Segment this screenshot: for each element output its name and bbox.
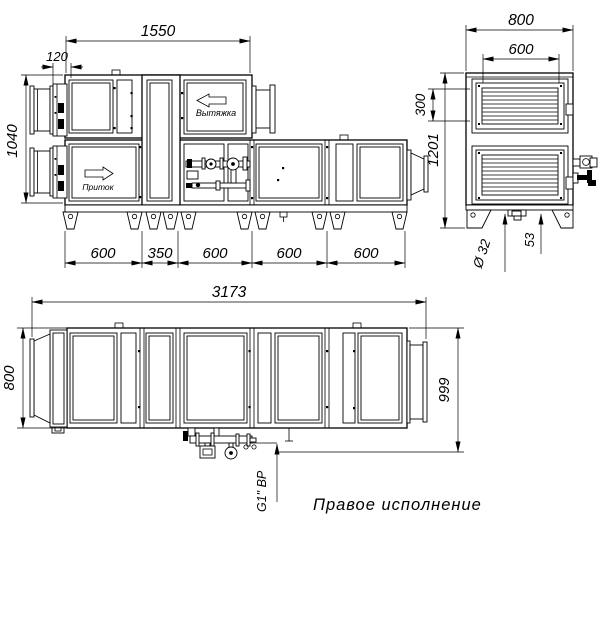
dim-side-height-1201 bbox=[425, 73, 465, 228]
plan-outlet-duct bbox=[407, 341, 427, 423]
plan-inlet-cone bbox=[30, 330, 67, 427]
svg-text:600: 600 bbox=[202, 245, 228, 262]
front-inlet-spigots bbox=[30, 84, 67, 198]
svg-text:3173: 3173 bbox=[211, 284, 247, 301]
dim-opening-height-300 bbox=[413, 89, 470, 121]
caption-execution: Правое исполнение bbox=[313, 496, 482, 514]
svg-text:600: 600 bbox=[90, 245, 116, 262]
svg-text:600: 600 bbox=[353, 245, 379, 262]
svg-text:1201: 1201 bbox=[425, 133, 442, 167]
front-exhaust-outlet-stub bbox=[252, 85, 275, 133]
front-base-and-legs bbox=[63, 205, 407, 229]
svg-text:800: 800 bbox=[1, 365, 18, 391]
plan-view bbox=[1, 284, 464, 512]
dim-drain-offset-53 bbox=[522, 214, 541, 254]
svg-text:800: 800 bbox=[508, 12, 534, 29]
pipe-connection-label: G1" ВР bbox=[255, 470, 269, 512]
side-body bbox=[466, 73, 573, 228]
side-view bbox=[413, 12, 597, 272]
svg-text:53: 53 bbox=[522, 232, 537, 248]
dim-top-length bbox=[66, 23, 250, 73]
svg-text:1040: 1040 bbox=[4, 124, 21, 158]
svg-text:999: 999 bbox=[436, 377, 453, 403]
svg-text:300: 300 bbox=[413, 93, 428, 117]
dim-section-chain bbox=[65, 231, 405, 268]
svg-text:600: 600 bbox=[508, 41, 534, 58]
supply-label: Приток bbox=[82, 182, 114, 192]
svg-text:Ø 32: Ø 32 bbox=[470, 237, 494, 270]
svg-text:1550: 1550 bbox=[140, 23, 176, 40]
side-heater-piping bbox=[573, 156, 597, 186]
front-view bbox=[4, 23, 428, 268]
svg-text:600: 600 bbox=[276, 245, 302, 262]
svg-text:350: 350 bbox=[147, 245, 173, 262]
plan-body bbox=[52, 323, 407, 433]
plan-valve-piping bbox=[183, 428, 293, 459]
exhaust-label: Вытяжка bbox=[195, 108, 237, 118]
svg-text:120: 120 bbox=[46, 49, 68, 64]
pipe-connection-callout bbox=[255, 444, 277, 512]
